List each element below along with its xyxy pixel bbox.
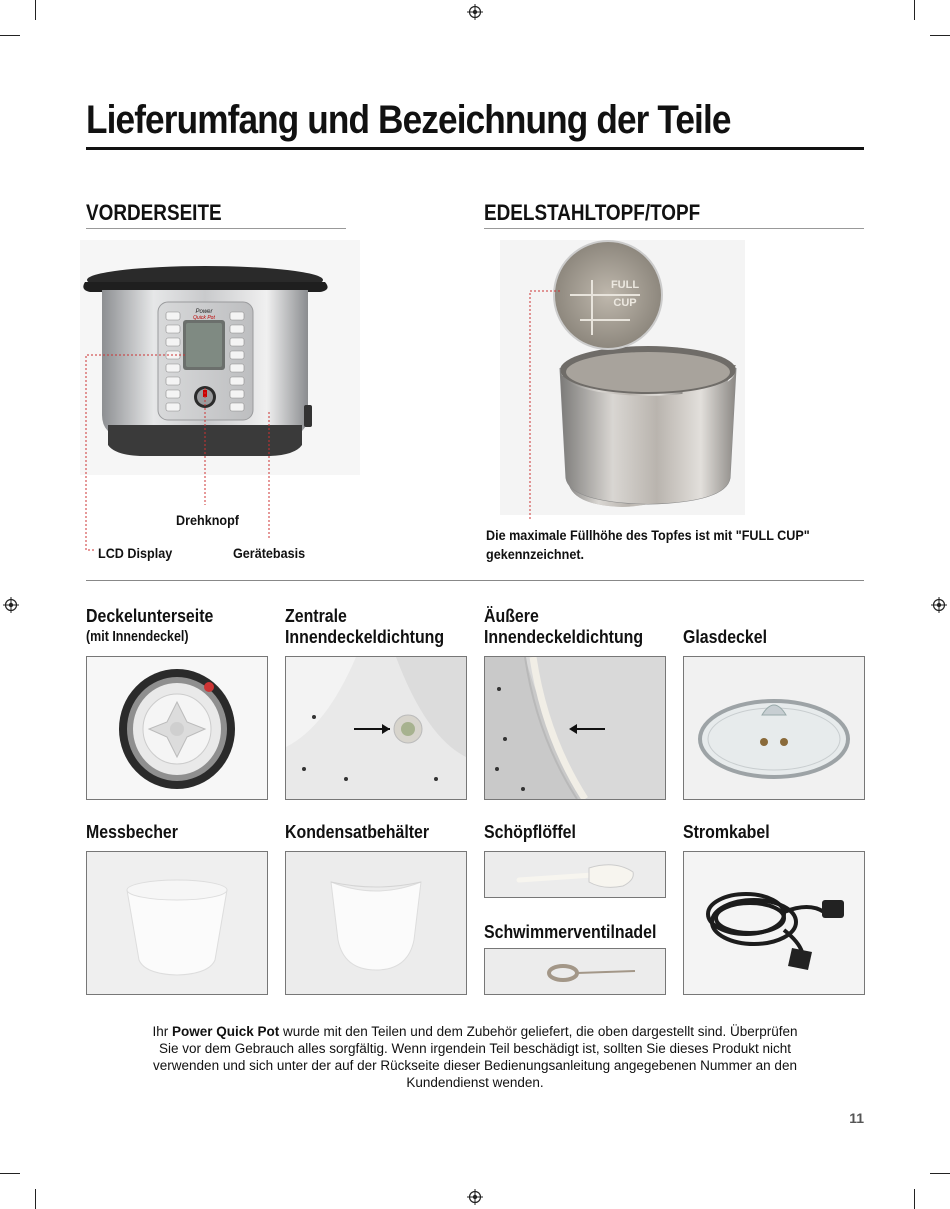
footer-brand: Power Quick Pot bbox=[171, 1024, 280, 1039]
float-needle-image bbox=[484, 948, 666, 995]
callout-lcd: LCD Display bbox=[98, 545, 173, 561]
measuring-cup-image bbox=[86, 851, 268, 995]
part-title-outer-seal-1: Äußere bbox=[484, 605, 539, 626]
callout-knob: Drehknopf bbox=[176, 512, 239, 528]
registration-mark-icon bbox=[931, 597, 947, 613]
part-title-outer-seal-2: Innendeckeldichtung bbox=[484, 626, 644, 647]
condensation-container-image bbox=[285, 851, 467, 995]
crop-mark bbox=[914, 1189, 915, 1209]
crop-mark bbox=[914, 0, 915, 20]
registration-mark-icon bbox=[467, 4, 483, 20]
pot-mark-line2: CUP bbox=[613, 297, 637, 309]
registration-mark-icon bbox=[467, 1189, 483, 1205]
pot-note: Die maximale Füllhöhe des Topfes ist mit "FULL CUP" gekennzeichnet. bbox=[486, 527, 810, 562]
part-title-ladle: Schöpflöffel bbox=[484, 821, 576, 842]
part-subtitle-lid-underside: (mit Innendeckel) bbox=[86, 629, 189, 645]
crop-mark bbox=[35, 1189, 36, 1209]
section-divider bbox=[86, 580, 864, 581]
footer-text bbox=[150, 1023, 800, 1091]
part-title-central-seal-1: Zentrale bbox=[285, 605, 347, 626]
section-title-pot: EDELSTAHLTOPF/TOPF bbox=[484, 200, 701, 225]
page-title: Lieferumfang und Bezeichnung der Teile bbox=[86, 98, 731, 142]
pot-mark-line1: FULL bbox=[610, 279, 640, 291]
crop-mark bbox=[0, 35, 20, 36]
display-brand-line1: Power bbox=[195, 309, 213, 315]
part-title-glass-lid: Glasdeckel bbox=[683, 626, 768, 647]
page-number: 11 bbox=[849, 1110, 864, 1126]
crop-mark bbox=[930, 1173, 950, 1174]
part-title-condensation: Kondensatbehälter bbox=[285, 821, 430, 842]
section-title-front: VORDERSEITE bbox=[86, 200, 222, 225]
section-rule bbox=[86, 228, 346, 229]
part-title-float-needle: Schwimmerventilnadel bbox=[484, 921, 657, 942]
registration-mark-icon bbox=[3, 597, 19, 613]
lid-underside-image bbox=[86, 656, 268, 800]
display-brand-line2: Quick Pot bbox=[193, 315, 215, 321]
outer-seal-image bbox=[484, 656, 666, 800]
pot-callout-line bbox=[525, 285, 565, 525]
crop-mark bbox=[930, 35, 950, 36]
footer-pre: Ihr bbox=[152, 1024, 172, 1039]
title-rule bbox=[86, 147, 864, 150]
central-seal-image bbox=[285, 656, 467, 800]
part-title-power-cord: Stromkabel bbox=[683, 821, 770, 842]
footer-post: wurde mit den Teilen und dem Zubehör geliefert, die oben dargestellt sind. Überprüfen Sie vor dem Gebrauch alles sorgfältig. Wenn irgendein Teil beschädigt ist, sollten Sie dieses Produkt nicht verwenden und sich unter der auf der Rückseite dieser Bedienungsanleitung angegebenen Nummer an den Kundendienst wenden. bbox=[153, 1024, 798, 1090]
power-cord-image bbox=[683, 851, 865, 995]
crop-mark bbox=[0, 1173, 20, 1174]
glass-lid-image bbox=[683, 656, 865, 800]
part-title-central-seal-2: Innendeckeldichtung bbox=[285, 626, 445, 647]
part-title-lid-underside: Deckelunterseite bbox=[86, 605, 214, 626]
callout-base: Gerätebasis bbox=[233, 545, 306, 561]
part-title-measuring-cup: Messbecher bbox=[86, 821, 178, 842]
ladle-image bbox=[484, 851, 666, 898]
section-rule bbox=[484, 228, 864, 229]
crop-mark bbox=[35, 0, 36, 20]
